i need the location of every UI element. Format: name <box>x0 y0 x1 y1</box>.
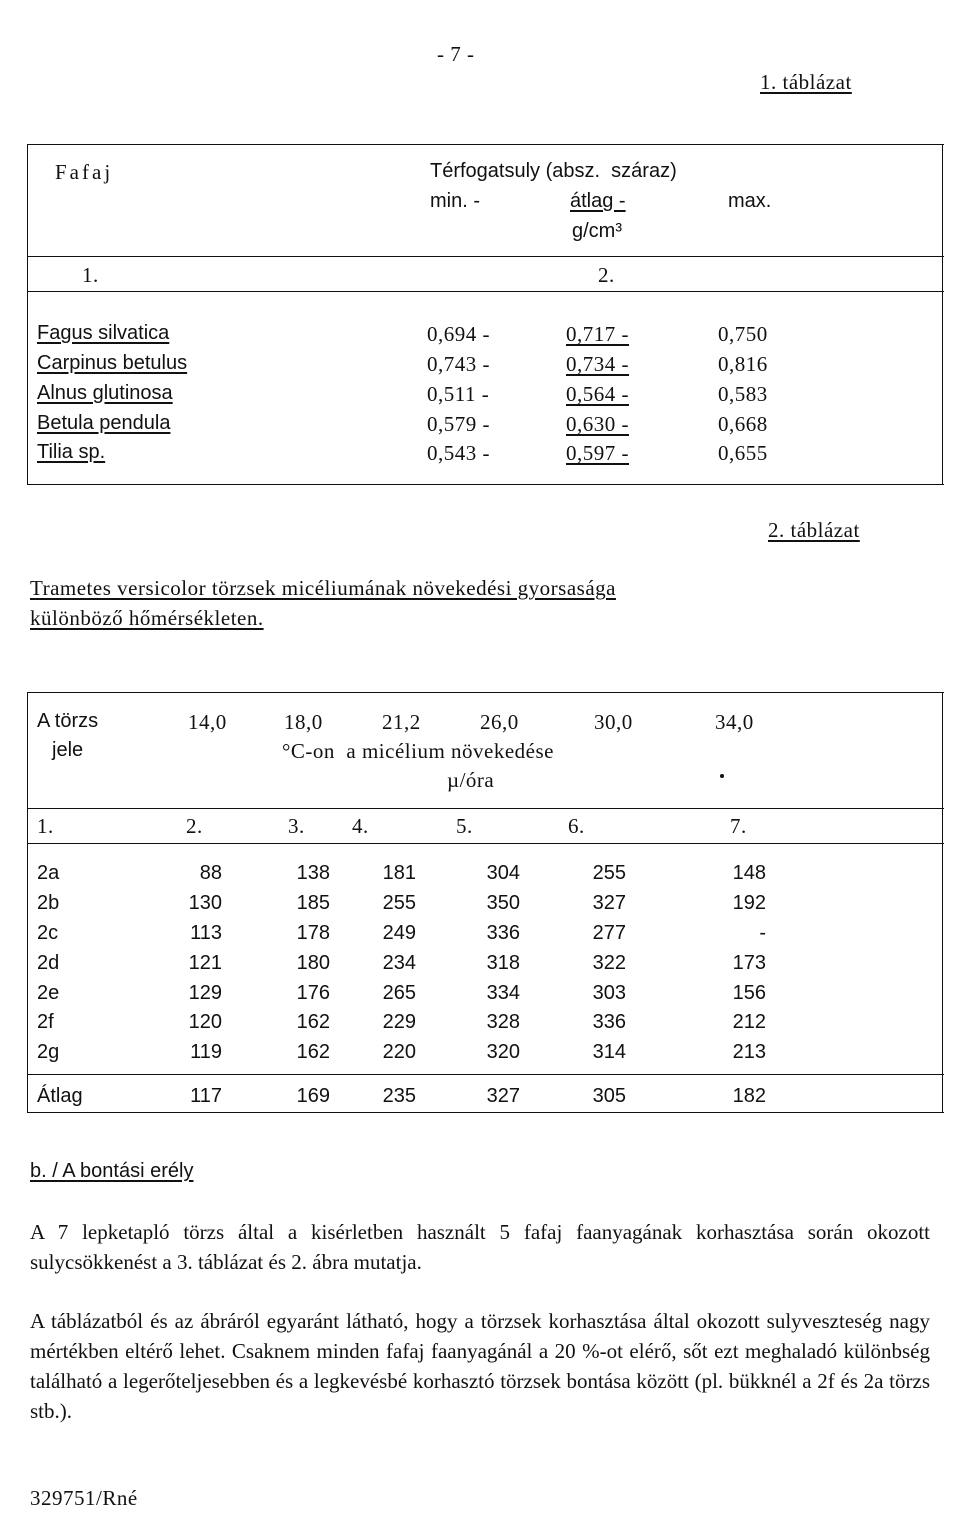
section-heading <box>30 1160 193 1183</box>
table2-strain-id: 2d <box>37 952 60 974</box>
table1-header-max: max. <box>728 190 772 212</box>
table2-strain-id: 2a <box>37 862 60 884</box>
table1-colnum-2: 2. <box>598 263 615 287</box>
table2-cell: 181 <box>382 862 416 884</box>
table2-cell: 212 <box>732 1011 766 1033</box>
table2-cell: 336 <box>486 922 520 944</box>
table2-header-unit: µ/óra <box>447 768 495 792</box>
table2-cell: 249 <box>382 922 416 944</box>
table2-average-cell: 327 <box>486 1085 520 1107</box>
table2-colnum: 5. <box>456 814 473 838</box>
table2-temp: 18,0 <box>284 710 323 734</box>
table2-strain-id: 2c <box>37 922 59 944</box>
table1-avg: 0,734 - <box>566 352 629 376</box>
table2-temp: 26,0 <box>480 710 519 734</box>
table2-cell: 180 <box>296 952 330 974</box>
table1-min: 0,743 - <box>427 352 490 376</box>
table2-cell: 255 <box>592 862 626 884</box>
table1-header-line1: Térfogatsuly (absz. száraz) <box>430 160 677 182</box>
footer-code: 329751/Rné <box>30 1486 138 1510</box>
table2-cell: 277 <box>592 922 626 944</box>
table1-species: Carpinus betulus <box>37 352 188 374</box>
table1-max: 0,655 <box>718 441 768 465</box>
table2-cell: 322 <box>592 952 626 974</box>
table2-cell: 318 <box>486 952 520 974</box>
page-number: - 7 - <box>437 42 475 66</box>
section-heading-text: b. / A bontási erély <box>30 1160 194 1182</box>
table1-min: 0,579 - <box>427 412 490 436</box>
table2-average-cell: 305 <box>592 1085 626 1107</box>
table2-cell: 320 <box>486 1041 520 1063</box>
table2-average-cell: 182 <box>732 1085 766 1107</box>
table2-cell: 265 <box>382 982 416 1004</box>
table2-cell: 176 <box>296 982 330 1004</box>
table2-cell: - <box>759 922 766 944</box>
table2-cell: 303 <box>592 982 626 1004</box>
table1-max: 0,816 <box>718 352 768 376</box>
table2-cell: 255 <box>382 892 416 914</box>
table1-col1-header: Fafaj <box>55 160 114 184</box>
table2-cell: 121 <box>188 952 222 974</box>
table1-avg: 0,564 - <box>566 382 629 406</box>
table1-header-min: min. - <box>430 190 480 212</box>
table1-colnum-1: 1. <box>82 263 99 287</box>
table1-header-unit: g/cm³ <box>572 220 622 242</box>
table2-strain-id: 2g <box>37 1041 60 1063</box>
table1-header-avg: átlag - <box>570 190 626 212</box>
table2-cell: 162 <box>296 1011 330 1033</box>
table2-cell: 192 <box>732 892 766 914</box>
stray-dot <box>720 774 724 778</box>
table2-cell: 304 <box>486 862 520 884</box>
table2-header-col1-line1: A törzs <box>37 710 99 732</box>
table2-cell: 327 <box>592 892 626 914</box>
table2-cell: 185 <box>296 892 330 914</box>
table1-avg: 0,597 - <box>566 441 629 465</box>
table2-average-cell: 235 <box>382 1085 416 1107</box>
table1-species: Betula pendula <box>37 412 171 434</box>
table2-colnum: 7. <box>730 814 747 838</box>
table2-cell: 334 <box>486 982 520 1004</box>
table1-max: 0,583 <box>718 382 768 406</box>
table2-cell: 350 <box>486 892 520 914</box>
table2-cell: 120 <box>188 1011 222 1033</box>
table1-max: 0,668 <box>718 412 768 436</box>
table2-average-cell: 169 <box>296 1085 330 1107</box>
table2-average-cell: 117 <box>190 1085 222 1107</box>
table2-cell: 162 <box>296 1041 330 1063</box>
table1-label: 1. táblázat <box>760 70 852 94</box>
table2-cell: 138 <box>296 862 330 884</box>
table2-cell: 336 <box>592 1011 626 1033</box>
table2-colnum: 1. <box>37 814 54 838</box>
table2-temp: 30,0 <box>594 710 633 734</box>
paragraph-1: A 7 lepketapló törzs által a kisérletben használt 5 fafaj faanyagának korhasztása során okozott sulycsökkenést a 3. táblázat és 2. ábra mutatja. <box>30 1220 930 1274</box>
table2-cell: 178 <box>296 922 330 944</box>
table2-strain-id: 2f <box>37 1011 54 1033</box>
table1-species: Fagus silvatica <box>37 322 170 344</box>
table1-avg: 0,630 - <box>566 412 629 436</box>
table2-cell: 328 <box>486 1011 520 1033</box>
table2-header-col1-line2: jele <box>52 739 84 761</box>
table2-cell: 88 <box>199 862 222 884</box>
table2-cell: 129 <box>188 982 222 1004</box>
table2-colnum: 2. <box>186 814 203 838</box>
table1-avg: 0,717 - <box>566 322 629 346</box>
table2-strain-id: 2e <box>37 982 60 1004</box>
table2-temp: 21,2 <box>382 710 421 734</box>
table1-min: 0,511 - <box>427 382 490 406</box>
table2-cell: 234 <box>382 952 416 974</box>
table2-colnum: 6. <box>568 814 585 838</box>
table2-caption-line2: különböző hőmérsékleten. <box>30 606 264 630</box>
paragraph-2: A táblázatból és az ábráról egyaránt látható, hogy a törzsek korhasztása által okozott sulyveszteség nagy mértékben eltérő lehet. Csaknem minden fafaj faanyagánál a 20 %-ot elérő, sőt ezt meghaladó különbség található a legerőteljesebben és a legkevésbé korhasztó törzsek bontása között (pl. bükknél a 2f és 2a törzs stb.). <box>30 1309 930 1423</box>
table2-cell: 314 <box>592 1041 626 1063</box>
table1-min: 0,543 - <box>427 441 490 465</box>
table2-temp: 34,0 <box>715 710 754 734</box>
table2-caption-line1: Trametes versicolor törzsek micéliumának növekedési gyorsasága <box>30 576 616 600</box>
table2-cell: 113 <box>190 922 222 944</box>
table2-cell: 119 <box>190 1041 222 1063</box>
table2-colnum: 4. <box>352 814 369 838</box>
table2-header-line2: °C-on a micélium növekedése <box>282 739 554 763</box>
table2-cell: 173 <box>732 952 766 974</box>
table2-label: 2. táblázat <box>768 518 860 542</box>
table1-species: Tilia sp. <box>37 441 106 463</box>
table2-temp: 14,0 <box>188 710 227 734</box>
table2-average-label: Átlag <box>37 1085 83 1107</box>
table2-cell: 229 <box>382 1011 416 1033</box>
table2-cell: 220 <box>382 1041 416 1063</box>
table1-min: 0,694 - <box>427 322 490 346</box>
table2-cell: 156 <box>732 982 766 1004</box>
table2-cell: 130 <box>188 892 222 914</box>
table1-max: 0,750 <box>718 322 768 346</box>
table2-strain-id: 2b <box>37 892 60 914</box>
table2-colnum: 3. <box>288 814 305 838</box>
table1-species: Alnus glutinosa <box>37 382 173 404</box>
table2-cell: 148 <box>732 862 766 884</box>
table2-cell: 213 <box>732 1041 766 1063</box>
